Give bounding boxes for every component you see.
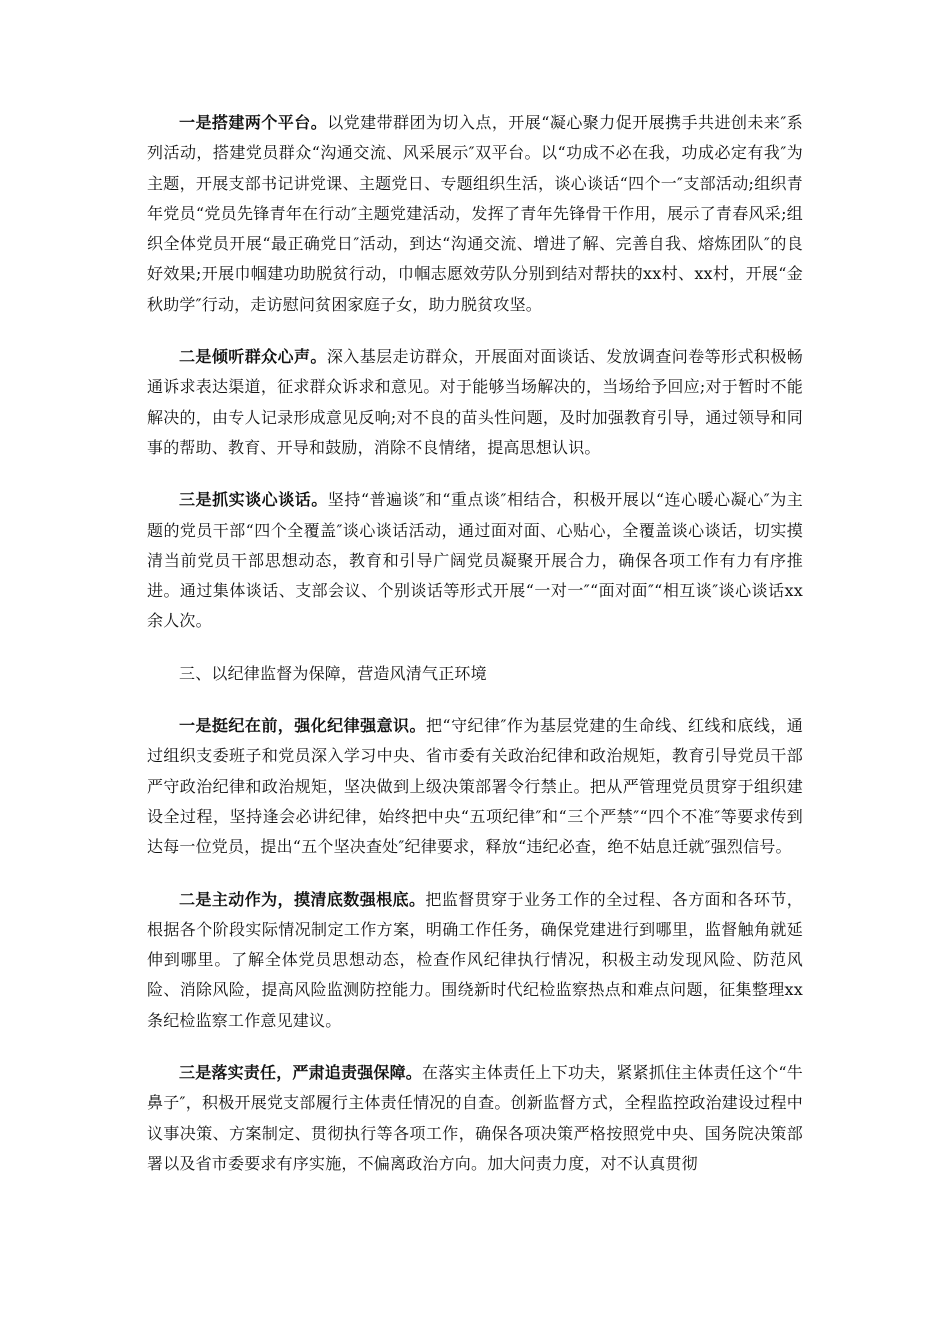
paragraph-lead: 二是主动作为，摸清底数强根底。 [179,889,426,909]
paragraph-lead: 二是倾听群众心声。 [179,347,327,367]
document-page [147,108,803,1201]
paragraph-body: 在落实主体责任上下功夫，紧紧抓住主体责任这个“牛鼻子″，积极开展党支部履行主体责任情况的自查。创新监督方式，全程监控政治建设过程中议事决策、方案制定、贯彻执行等各项工作，确保各项决策严格按照党中央、国务院决策部署以及省市委要求有序实施，不偏离政治方向。加大问责力度，对不认真贯彻 [147,1063,803,1173]
paragraph-lead: 三是抓实谈心谈话。 [179,490,328,510]
paragraph-body: 以党建带群团为切入点，开展“凝心聚力促开展携手共进创未来″系列活动，搭建党员群众“沟通交流、风采展示″双平台。以“功成不必在我，功成必定有我″为主题，开展支部书记讲党课、主题党日、专题组织生活，谈心谈话“四个一″支部活动;组织青年党员“党员先锋青年在行动″主题党建活动，发挥了青年先锋骨干作用，展示了青春风采;组织全体党员开展“最正确党日″活动，到达“沟通交流、增进了解、完善自我、熔炼团队″的良好效果;开展巾帼建功助脱贫行动，巾帼志愿效劳队分别到结对帮扶的xx村、xx村，开展“金秋助学″行动，走访慰问贫困家庭子女，助力脱贫攻坚。 [147,113,803,314]
paragraph-lead: 三是落实责任，严肃追责强保障。 [179,1063,423,1083]
paragraph-platforms [147,108,803,320]
paragraph-body: 把“守纪律″作为基层党建的生命线、红线和底线，通过组织支委班子和党员深入学习中央、省市委有关政治纪律和政治规矩，教育引导党员干部严守政治纪律和政治规矩，坚决做到上级决策部署令行禁止。把从严管理党员贯穿于组织建设全过程，坚持逢会必讲纪律，始终把中央“五项纪律″和“三个严禁″“四个不准″等要求传到达每一位党员，提出“五个坚决查处″纪律要求，释放“违纪必查，绝不姑息迁就″强烈信号。 [147,716,803,857]
paragraph-talks [147,485,803,636]
paragraph-body: 坚持“普遍谈″和“重点谈″相结合，积极开展以“连心暖心凝心″为主题的党员干部“四个全覆盖″谈心谈话活动，通过面对面、心贴心，全覆盖谈心谈话，切实摸清当前党员干部思想动态，教育和引导广阔党员凝聚开展合力，确保各项工作有力有序推进。通过集体谈话、支部会议、个别谈话等形式开展“一对一″“面对面″“相互谈″谈心谈话xx余人次。 [147,490,803,631]
paragraph-proactive [147,885,803,1036]
paragraph-body: 深入基层走访群众，开展面对面谈话、发放调查问卷等形式积极畅通诉求表达渠道，征求群众诉求和意见。对于能够当场解决的，当场给予回应;对于暂时不能解决的，由专人记录形成意见反响;对不良的苗头性问题，及时加强教育引导，通过领导和同事的帮助、教育、开导和鼓励，消除不良情绪，提高思想认识。 [147,347,803,457]
paragraph-listen [147,342,803,463]
paragraph-lead: 一是挺纪在前，强化纪律强意识。 [179,716,426,736]
paragraph-body: 把监督贯穿于业务工作的全过程、各方面和各环节，根据各个阶段实际情况制定工作方案，明确工作任务，确保党建进行到哪里，监督触角就延伸到哪里。了解全体党员思想动态，检查作风纪律执行情况，积极主动发现风险、防范风险、消除风险，提高风险监测防控能力。围绕新时代纪检监察热点和难点问题，征集整理xx条纪检监察工作意见建议。 [147,889,803,1030]
paragraph-responsibility [147,1058,803,1179]
paragraph-lead: 一是搭建两个平台。 [179,113,328,132]
paragraph-discipline [147,711,803,862]
section-heading: 三、以纪律监督为保障，营造风清气正环境 [179,663,487,683]
